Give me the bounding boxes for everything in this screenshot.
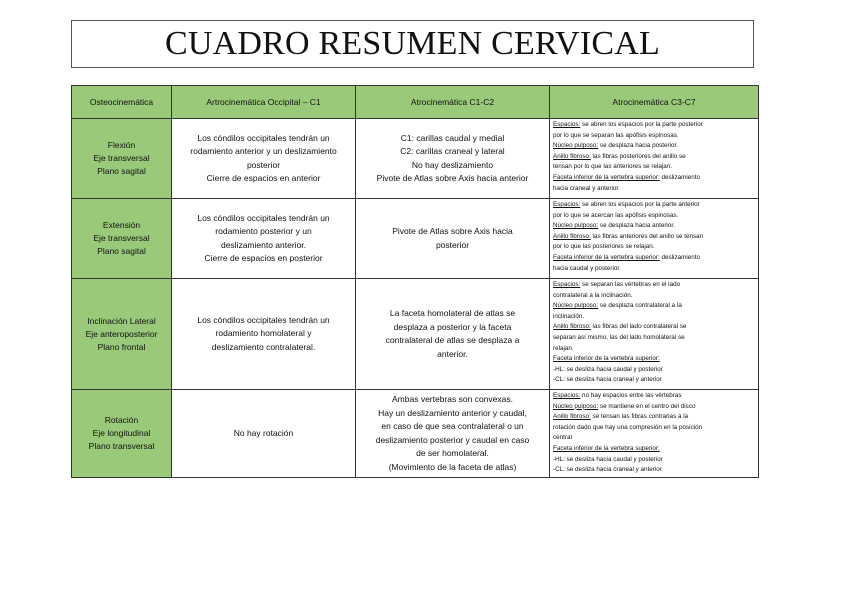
underlined-term: Núcleo pulposo: <box>553 402 599 410</box>
cell-line: rodamiento homolateral y <box>215 328 312 339</box>
cell-line: Inclinación Lateral <box>87 315 156 326</box>
cell-line: -CL: se desliza hacia craneal y anterior <box>553 466 662 474</box>
table-row <box>72 119 759 199</box>
cell-line: posterior <box>435 239 470 250</box>
cell-line: Faceta inferior de la vertebra superior: deslizamiento <box>553 253 701 261</box>
cell-line: Los cóndilos occipitales tendrán un <box>197 132 330 143</box>
cell-line: -HL: se desliza hacia caudal y posterior <box>553 455 663 463</box>
cell-line: Plano frontal <box>97 341 146 352</box>
cell-line: contralateral de atlas se desplaza a <box>385 335 520 345</box>
cell-line: Plano sagital <box>97 246 146 256</box>
cell-line: hacia craneal y anterior. <box>553 184 620 192</box>
underlined-term: Núcleo pulposo: <box>553 222 599 230</box>
cell-line: central <box>553 434 572 442</box>
c1-c2-cell <box>356 199 550 279</box>
cell-line: de ser homolateral. <box>416 448 489 458</box>
cell-line: Anillo fibroso: se tensan las fibras contrarias a la <box>553 413 689 421</box>
underlined-term: Núcleo pulposo: <box>553 142 599 150</box>
cell-line: La faceta homolateral de atlas se <box>389 308 516 318</box>
cell-line: Núcleo pulposo: se mantiene en el centro del disco <box>553 402 696 410</box>
cell-line: Los cóndilos occipitales tendrán un <box>197 314 330 325</box>
cell-line: Eje transversal <box>93 233 150 243</box>
header-row <box>72 86 759 119</box>
cell-line: Cierre de espacios en anterior <box>206 173 321 183</box>
underlined-term: Anillo fibroso: <box>553 232 591 240</box>
underlined-term: Espacios: <box>553 392 581 399</box>
header-cell: Osteocinemática <box>72 86 172 119</box>
occipital-c1-cell <box>172 199 356 279</box>
underlined-term: Faceta inferior de la vertebra superior: <box>553 355 660 363</box>
cell-line: rotación dado que hay una compresión en la posición <box>553 423 703 431</box>
cell-line: deslizamiento contralateral. <box>211 341 316 352</box>
table-row <box>72 390 759 478</box>
c1-c2-cell <box>356 390 550 478</box>
cell-line: Eje longitudinal <box>92 428 151 438</box>
underlined-term: Espacios: <box>553 201 581 208</box>
cell-line: Los cóndilos occipitales tendrán un <box>197 212 330 223</box>
cell-line: contralateral a la inclinación. <box>553 291 633 299</box>
cell-line: Núcleo pulposo: se desplaza hacia posterior. <box>553 142 678 150</box>
underlined-term: Espacios: <box>553 281 581 288</box>
header-cell: Atrocinemática C3-C7 <box>550 86 759 119</box>
cell-line: (Movimiento de la faceta de atlas) <box>388 461 517 472</box>
cell-line: Espacios: se abren los espacios por la parte posterior <box>553 121 703 128</box>
cell-line: -HL: se desliza hacia caudal y posterior <box>553 365 663 373</box>
c3-c7-cell <box>550 119 759 199</box>
cell-line: Espacios: se abren los espacios por la parte anterior <box>553 201 700 208</box>
cell-line: inclinación. <box>553 312 585 320</box>
cell-line: Rotación <box>104 415 139 425</box>
cell-line: Anillo fibroso: las fibras del lado contralateral se <box>553 323 687 331</box>
cell-line: posterior <box>246 159 281 170</box>
underlined-term: Núcleo pulposo: <box>553 302 599 310</box>
header-cell: Artrocinemática Occipital – C1 <box>172 86 356 119</box>
cell-line: rodamiento posterior y un <box>215 226 312 236</box>
cell-line <box>553 354 755 365</box>
osteokinematics-cell <box>72 119 172 199</box>
cell-line: Ambas vertebras son convexas. <box>392 394 513 404</box>
underlined-term: Faceta inferior de la vertebra superior: <box>553 253 660 261</box>
cell-line: -CL: se desliza hacia craneal y anterior <box>553 376 662 384</box>
cell-line: Pivote de Atlas sobre Axis hacia <box>392 226 513 236</box>
cell-line: C1: carillas caudal y medial <box>400 132 505 143</box>
underlined-term: Faceta inferior de la vertebra superior: <box>553 173 660 181</box>
underlined-term: Anillo fibroso: <box>553 152 591 160</box>
cell-line: deslizamiento posterior y caudal en caso <box>375 434 530 445</box>
c3-c7-cell <box>550 279 759 390</box>
c3-c7-cell <box>550 199 759 279</box>
cell-line: por lo que las posteriores se relajan. <box>553 243 655 251</box>
table-row <box>72 279 759 390</box>
cell-line: No hay deslizamiento <box>411 159 494 170</box>
c3-c7-cell <box>550 390 759 478</box>
c1-c2-cell <box>356 119 550 199</box>
cell-line: Pivote de Atlas sobre Axis hacia anterior <box>376 173 529 183</box>
cell-line: No hay rotación <box>233 427 294 438</box>
occipital-c1-cell <box>172 119 356 199</box>
osteokinematics-cell <box>72 390 172 478</box>
cell-line: Anillo fibroso: las fibras posteriores del anillo se <box>553 152 686 160</box>
cell-line: deslizamiento anterior. <box>220 239 307 250</box>
cell-line: separan así mismo, las del lado homolateral se <box>553 333 685 341</box>
title-box <box>71 20 754 68</box>
cell-line: Extensión <box>102 220 141 230</box>
occipital-c1-cell <box>172 390 356 478</box>
osteokinematics-cell <box>72 279 172 390</box>
header-cell: Atrocinemática C1-C2 <box>356 86 550 119</box>
cell-line: Núcleo pulposo: se desplaza hacia anterior. <box>553 222 675 230</box>
cell-line: rodamiento anterior y un deslizamiento <box>190 146 337 156</box>
cell-line: Hay un deslizamiento anterior y caudal, <box>378 407 527 418</box>
cell-line: Flexión <box>107 140 136 150</box>
cell-line: por lo que se acercan las apófisis espinosas. <box>553 211 679 219</box>
cell-line: Eje transversal <box>93 153 150 163</box>
cell-line: relajan. <box>553 344 574 352</box>
page-title: CUADRO RESUMEN CERVICAL <box>165 25 660 62</box>
c1-c2-cell <box>356 279 550 390</box>
cell-line: hacia caudal y posterior. <box>553 264 621 272</box>
table-row <box>72 199 759 279</box>
cell-line: Núcleo pulposo: se desplaza contralateral a la <box>553 302 682 310</box>
cell-line: desplaza a posterior y la faceta <box>393 321 512 332</box>
cell-line: Cierre de espacios en posterior <box>204 253 323 263</box>
cell-line: Plano sagital <box>97 166 146 176</box>
osteokinematics-cell <box>72 199 172 279</box>
underlined-term: Anillo fibroso: <box>553 413 591 421</box>
cell-line: por lo que se separan las apófisis espinosas. <box>553 131 679 139</box>
cell-line: en caso de que sea contralateral o un <box>381 421 524 431</box>
cell-line: Plano transversal <box>88 441 155 451</box>
underlined-term: Faceta inferior de la vertebra superior: <box>553 444 660 452</box>
cell-line: tensan por lo que las anteriores se relajan. <box>553 163 673 171</box>
cell-line: Faceta inferior de la vertebra superior: deslizamiento <box>553 173 701 181</box>
underlined-term: Espacios: <box>553 121 581 128</box>
cell-line: Espacios: no hay espacios entre las vértebras <box>553 392 682 399</box>
cell-line: Eje anteroposterior <box>85 328 158 339</box>
occipital-c1-cell <box>172 279 356 390</box>
summary-table <box>71 85 759 478</box>
cell-line <box>553 444 755 455</box>
cell-line: Espacios: se separan las vértebras en el lado <box>553 281 681 288</box>
cell-line: C2: carillas craneal y lateral <box>400 146 505 156</box>
underlined-term: Anillo fibroso: <box>553 323 591 331</box>
cell-line: Anillo fibroso: las fibras anteriores del anillo se tensan <box>553 232 704 240</box>
cell-line: anterior. <box>437 348 468 359</box>
